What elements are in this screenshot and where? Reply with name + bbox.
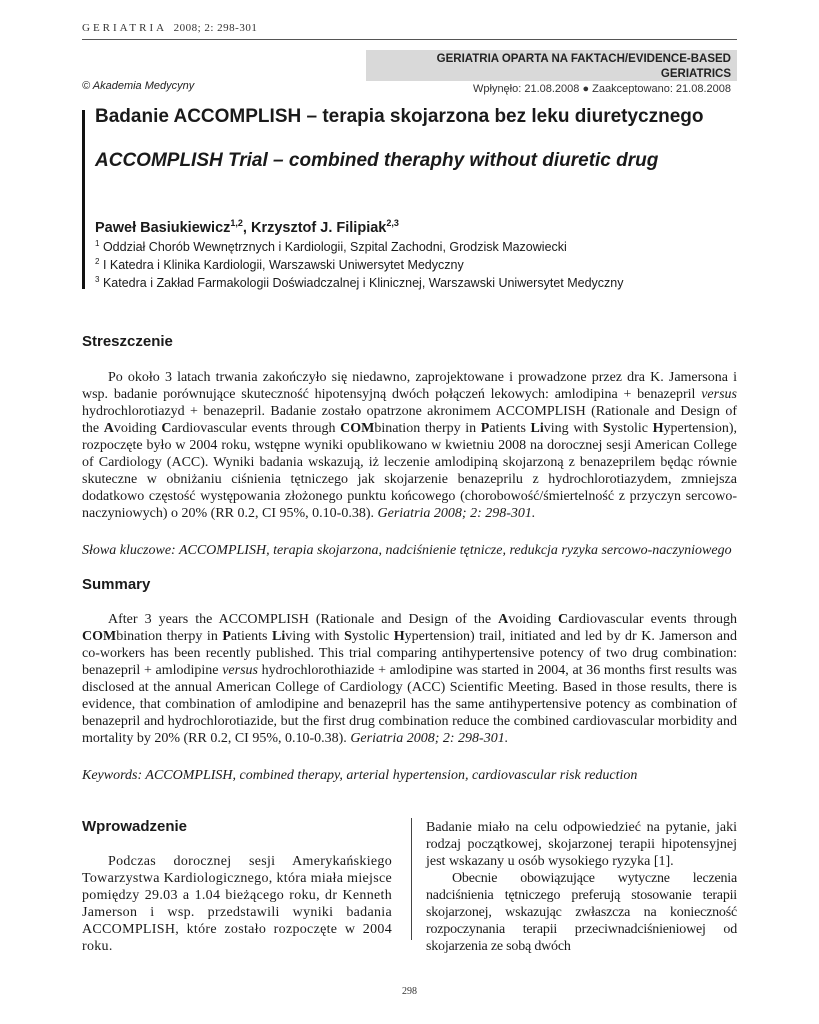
acronym-letter: Li [272, 629, 286, 644]
abstract-citation: Geriatria 2008; 2: 298-301. [377, 506, 536, 521]
abstract-text: ystolic [610, 421, 653, 436]
summary-text: hydrochlorothiazide + amlodipine was started in 2004, at 36 months first results was disclosed at the annual American College of Cardiology (ACC) Scientific Meeting. Based in those results, there is evidence, that combination of amlodipine and benazepril has the same antihypertensive potency as combination of benazepril and hydrochlorotiazide, but the first drug combination reduce the combined cardiovascular morbidity and mortality by 20% (RR 0.2, CI 95%, 0.10-0.38). [82, 663, 737, 746]
abstract-english [82, 611, 737, 747]
abstract-text: hydrochlorotiazyd + benazepril. Badanie zostało opatrzone akronimem ACCOMPLISH (Rationale and Design of the [82, 404, 737, 436]
section-category: GERIATRIA OPARTA NA FAKTACH/EVIDENCE-BASED GERIATRICS [436, 53, 731, 80]
keywords-english: Keywords: ACCOMPLISH, combined therapy, arterial hypertension, cardiovascular risk reduction [82, 768, 638, 783]
author-name: Paweł Basiukiewicz [95, 219, 231, 236]
title-accent-bar [82, 110, 85, 289]
summary-citation: Geriatria 2008; 2: 298-301. [350, 731, 509, 746]
journal-reference: 2008; 2: 298-301 [173, 22, 258, 34]
intro-right-paragraph-1: Badanie miało na celu odpowiedzieć na pytanie, jaki rodzaj początkowej, skojarzonej terapii hipotensyjnej jest wskazany u osób wysokiego ryzyka [1]. [426, 820, 737, 869]
summary-text: ystolic [351, 629, 394, 644]
intro-left-column: Podczas dorocznej sesji Amerykańskiego Towarzystwa Kardiologicznego, która miała miejsce pomiędzy 29.03 a 1.04 bieżącego roku, dr Kenneth Jamerson i wsp. przedstawili wyniki badania ACCOMPLISH, które zostało rozpoczęte w 2004 roku. [82, 854, 392, 954]
affiliation-number: 3 [95, 275, 100, 284]
abstract-text: ypertension), rozpoczęte było w 2004 roku, wstępne wyniki opublikowano w kwietniu 2008 na dorocznej sesji American College of Cardiology (ACC). Wyniki badania wskazują, iż leczenie amlodipiną skojarzoną z benazeprilem będąc równie skuteczne w obniżaniu ciśnienia tętniczego jak skojarzenie benazeprilu z hydrochlorotiazydem, zmniejsza dodatkowo częstość występowania złożonego punktu końcowego (chorobowość/śmiertelność z przyczyn sercowo-naczyniowych) o 20% (RR 0.2, CI 95%, 0.10-0.38). [82, 421, 738, 521]
section-heading-wprowadzenie: Wprowadzenie [82, 818, 188, 835]
category-box [366, 50, 737, 95]
keywords-polish: Słowa kluczowe: ACCOMPLISH, terapia skojarzona, nadciśnienie tętnicze, redukcja ryzyka sercowo-naczyniowego [82, 543, 732, 558]
acronym-letter: P [480, 421, 490, 436]
article-title-english: ACCOMPLISH Trial – combined theraphy without diuretic drug [95, 150, 659, 171]
journal-header [82, 22, 257, 34]
affiliation [95, 257, 464, 272]
abstract-text: Po około 3 latach trwania zakończyło się niedawno, zaprojektowane i prowadzone przez dra K. Jamersona i wsp. badanie porównujące skuteczność hipotensyjną dwóch połączeń lekowych: amlodipina + benazepril [82, 370, 737, 402]
summary-text: ving with [285, 629, 345, 644]
acronym-letter: P [222, 629, 231, 644]
affiliation-text: Katedra i Zakład Farmakologii Doświadczalnej i Klinicznej, Warszawski Uniwersytet Medyczny [102, 276, 624, 291]
acronym-letter: Li [530, 421, 544, 436]
abstract-text: bination therpy in [374, 421, 481, 436]
acronym-letter: S [344, 629, 352, 644]
summary-text: voiding [508, 612, 559, 627]
summary-text: atients [230, 629, 272, 644]
acronym-letter: A [498, 612, 509, 627]
affiliation-text: I Katedra i Klinika Kardiologii, Warszawski Uniwersytet Medyczny [102, 258, 464, 273]
section-heading-summary: Summary [82, 576, 151, 593]
affiliation [95, 275, 624, 290]
copyright-notice: © Akademia Medycyny [82, 80, 195, 92]
author-list [95, 218, 399, 236]
abstract-text: voiding [113, 421, 162, 436]
section-heading-streszczenie: Streszczenie [82, 333, 173, 350]
article-title-polish: Badanie ACCOMPLISH – terapia skojarzona bez leku diuretycznego [95, 106, 704, 127]
summary-text-italic: versus [222, 663, 258, 678]
summary-text: ardiovascular events through [568, 612, 737, 627]
summary-text: ypertension) trail, initiated and led by dr K. Jamerson and co-workers has been recently published. This trial comparing antihypertensive potency of two drug combination: benazepril + amlodipine [82, 629, 737, 678]
received-accepted-dates: Wpłynęło: 21.08.2008 ● Zaakceptowano: 21.08.2008 [473, 83, 731, 95]
acronym-letter: COM [340, 421, 375, 436]
header-rule [82, 39, 737, 40]
abstract-text-italic: versus [701, 387, 737, 402]
abstract-text: ardiovascular events through [171, 421, 341, 436]
summary-text: bination therpy in [116, 629, 223, 644]
acronym-letter: C [558, 612, 569, 627]
column-divider [411, 818, 412, 940]
journal-name: GERIATRIA [82, 22, 168, 34]
author-affiliation-marker: 2,3 [386, 218, 399, 228]
acronym-letter: H [393, 629, 405, 644]
affiliation-number: 2 [95, 257, 100, 266]
author-name: Krzysztof J. Filipiak [250, 219, 387, 236]
page-number: 298 [402, 986, 417, 997]
abstract-polish [82, 369, 737, 522]
affiliation-text: Oddział Chorób Wewnętrznych i Kardiologii, Szpital Zachodni, Grodzisk Mazowiecki [102, 240, 567, 255]
acronym-letter: S [602, 421, 611, 436]
affiliation [95, 239, 567, 254]
author-affiliation-marker: 1,2 [230, 218, 243, 228]
summary-text: After 3 years the ACCOMPLISH (Rationale and Design of the [108, 612, 499, 627]
acronym-letter: C [161, 421, 172, 436]
affiliation-number: 1 [95, 239, 100, 248]
acronym-letter: COM [82, 629, 117, 644]
abstract-text: atients [489, 421, 531, 436]
acronym-letter: A [103, 421, 114, 436]
abstract-text: ving with [543, 421, 603, 436]
author-separator: , [242, 219, 251, 236]
intro-right-paragraph-2: Obecnie obowiązujące wytyczne leczenia nadciśnienia tętniczego preferują stosowanie terapii skojarzonej, wskazując zwłaszcza na konieczność rozpoczynania terapii przeciwnadciśnieniowej od skojarzenia ze sobą dwóch [426, 871, 737, 954]
acronym-letter: H [652, 421, 664, 436]
